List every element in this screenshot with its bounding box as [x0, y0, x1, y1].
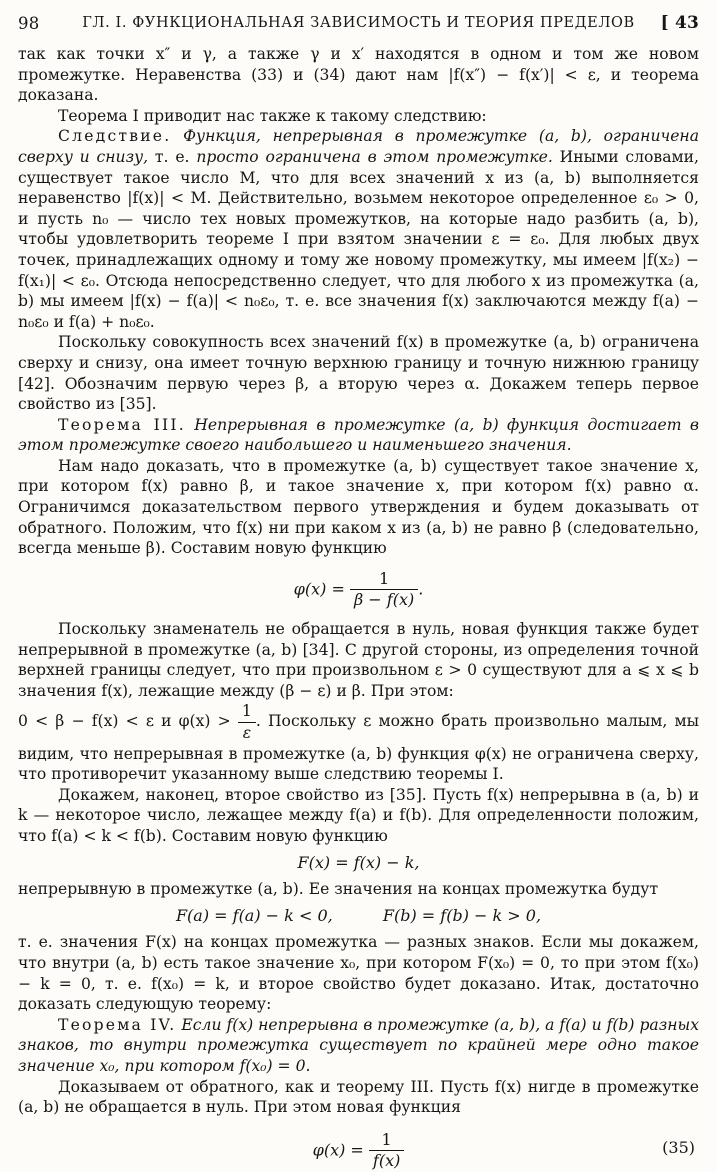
- corollary-statement: Функция, непрерывная в промежутке (a, b), ограничена сверху и снизу,: [18, 127, 699, 166]
- corollary-rest: Иными словами, существует такое число M, что для всех значений x из (a, b) выполняется неравенство |f(x)| < M. Действительно, возьмем некоторое определенное ε₀ > 0, и пусть n₀ — число тех новых промежутков, на которые надо разбить (a, b), чтобы удовлетворить теореме I при взятом значении ε = ε₀. Для любых двух точек, принадлежащих одному и тому же новому промежутку, мы имеем |f(x₂) − f(x₁)| < ε₀. Отсюда непосредственно следует, что для любого x из промежутка (a, b) мы имеем |f(x) − f(a)| < n₀ε₀, т. е. все значения f(x) заключаются между f(a) − n₀ε₀ и f(a) + n₀ε₀.: [18, 147, 699, 331]
- eq4-denominator: f(x): [372, 1151, 401, 1171]
- page-header: [18, 10, 699, 44]
- equation-endpoints: [18, 906, 699, 927]
- paragraph-1: так как точки x″ и γ, а также γ и x′ находятся в одном и том же новом промежутке. Неравенства (33) и (34) дают нам |f(x″) − f(x′)| < ε, и теорема доказана.: [18, 45, 699, 105]
- paragraph-4: Нам надо доказать, что в промежутке (a, b) существует такое значение x, при котором f(x) равно β, и такое значение x, при котором f(x) равно α. Ограничимся доказательством первого утверждения и будем доказывать от обратного. Положим, что f(x) ни при каком x из (a, b) не равно β (следовательно, всегда меньше β). Составим новую функцию: [18, 456, 699, 558]
- eq1-numerator: 1: [350, 569, 418, 591]
- eq4-fraction: [369, 1130, 404, 1172]
- running-title: ГЛ. I. ФУНКЦИОНАЛЬНАЯ ЗАВИСИМОСТЬ И ТЕОРИЯ ПРЕДЕЛОВ: [82, 15, 635, 31]
- paragraph-6: [18, 701, 699, 784]
- p6-numerator: 1: [238, 701, 256, 723]
- paragraph-9: т. е. значения F(x) на концах промежутка — разных знаков. Если мы докажем, что внутри (a, b) есть такое значение x₀, при котором F(x₀) = 0, то при этом f(x₀) − k = 0, т. е. f(x₀) = k, и второе свойство будет доказано. Итак, достаточно доказать следующую теорему:: [18, 933, 699, 1014]
- paragraph-5: Поскольку знаменатель не обращается в нуль, новая функция также будет непрерывной в промежутке (a, b) [34]. С другой стороны, из определения точной верхней границы следует, что при произвольном ε > 0 существуют для a ⩽ x ⩽ b значения f(x), лежащие между (β − ε) и β. При этом:: [18, 620, 699, 700]
- eq1-lhs: φ(x) =: [293, 579, 345, 599]
- paragraph-2: Теорема I приводит нас также к такому следствию:: [58, 106, 487, 125]
- equation-phi-35: [18, 1130, 699, 1172]
- eq3-right: F(b) = f(b) − k > 0,: [382, 905, 542, 925]
- theorem-3: [18, 415, 699, 456]
- equation-number: (35): [662, 1137, 695, 1157]
- corollary-statement-2: просто ограничена в этом промежутке.: [196, 147, 553, 166]
- paragraph-8: непрерывную в промежутке (a, b). Ее значения на концах промежутка будут: [18, 880, 659, 899]
- eq1-fraction: [350, 569, 418, 611]
- eq4-lhs: φ(x) =: [312, 1140, 364, 1160]
- paragraph-3: Поскольку совокупность всех значений f(x) в промежутке (a, b) ограничена сверху и снизу, она имеет точную верхнюю границу и точную нижнюю границу [42]. Обозначим первую через β, а вторую через α. Докажем теперь первое свойство из [35].: [18, 333, 699, 414]
- theorem-4-statement: Если f(x) непрерывна в промежутке (a, b), а f(a) и f(b) разных знаков, то внутри промежутка существует по крайней мере одно такое значение x₀, при котором f(x₀) = 0.: [18, 1015, 700, 1075]
- equation-F: F(x) = f(x) − k,: [297, 852, 420, 872]
- eq3-left: F(a) = f(a) − k < 0,: [175, 905, 333, 925]
- page-number: 98: [18, 14, 40, 33]
- paragraph-10: Доказываем от обратного, как и теорему III. Пусть f(x) нигде в промежутке (a, b) не обращается в нуль. При этом новая функция: [18, 1077, 699, 1117]
- p6-rest: . Поскольку ε можно брать произвольно малым, мы видим, что непрерывная в промежутке (a, b) функция φ(x) не ограничена сверху, что противоречит указанному выше следствию теоремы I.: [18, 712, 699, 784]
- eq4-numerator: 1: [369, 1130, 404, 1152]
- p6-denominator: ε: [242, 724, 252, 742]
- page-body: [18, 44, 699, 1172]
- theorem-3-label: Теорема III.: [58, 415, 186, 434]
- eq1-period: .: [418, 579, 424, 599]
- p6-fraction: [238, 701, 256, 743]
- section-number: [ 43: [660, 13, 699, 33]
- theorem-4-label: Теорема IV.: [58, 1015, 177, 1034]
- equation-phi-1: [18, 569, 699, 611]
- theorem-3-statement: Непрерывная в промежутке (a, b) функция достигает в этом промежутке своего наибольшего и наименьшего значения.: [18, 415, 699, 455]
- corollary-label: Следствие.: [58, 127, 172, 146]
- paragraph-7: Докажем, наконец, второе свойство из [35]. Пусть f(x) непрерывна в (a, b) и k — некоторое число, лежащее между f(a) и f(b). Для определенности положим, что f(a) < k < f(b). Составим новую функцию: [18, 785, 699, 845]
- eq1-denominator: β − f(x): [353, 590, 415, 610]
- theorem-4: [18, 1015, 699, 1077]
- p6-start: 0 < β − f(x) < ε и φ(x) >: [18, 712, 231, 731]
- corollary-ie: т. е.: [148, 147, 197, 166]
- corollary-paragraph: [18, 126, 699, 332]
